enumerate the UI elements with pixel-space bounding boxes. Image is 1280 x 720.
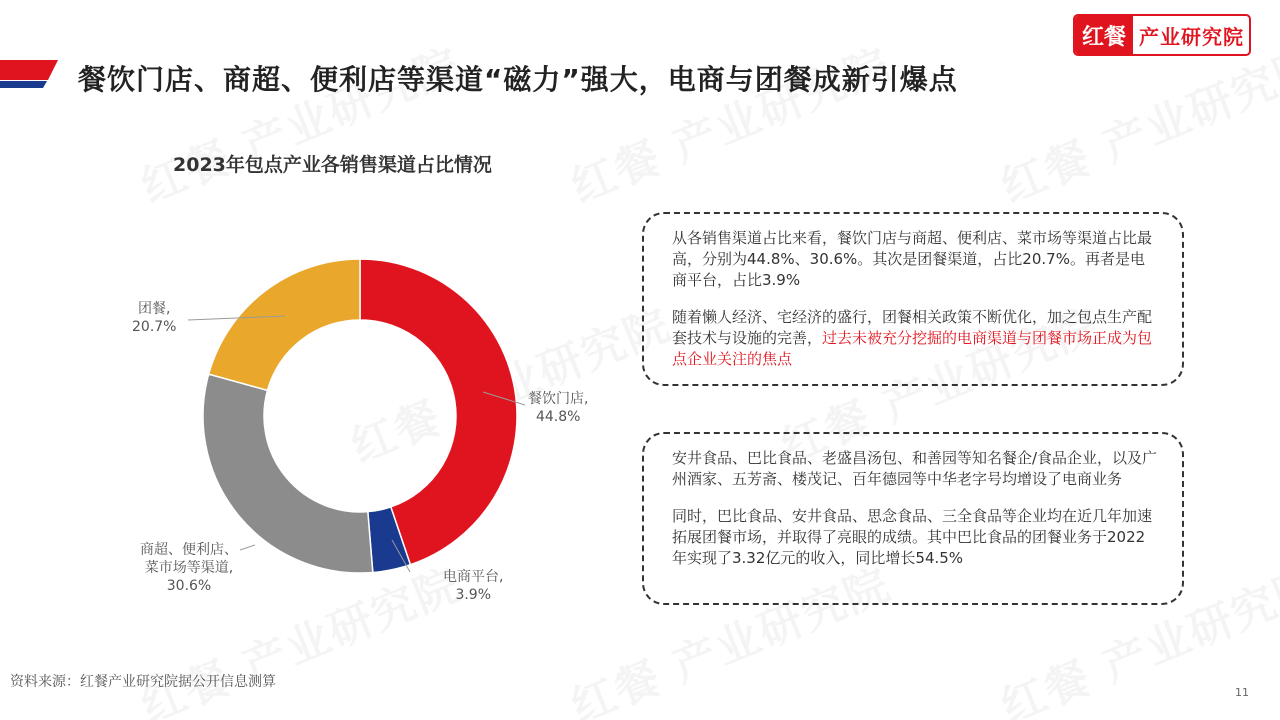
- slice-value-group-meals: 20.7%: [132, 319, 177, 335]
- label-ecommerce: [443, 568, 503, 604]
- page-number: 11: [1235, 686, 1249, 699]
- label-catering-stores: [528, 390, 588, 426]
- logo-mark: 红餐: [1075, 16, 1133, 54]
- insight-paragraph-2: [672, 307, 1158, 370]
- slice-label-ecommerce: 电商平台,: [443, 569, 504, 585]
- company-paragraph-1: 安井食品、巴比食品、老盛昌汤包、和善园等知名餐企/食品企业，以及广州酒家、五芳斋、楼茂记、百年德园等中华老字号均增设了电商业务: [672, 449, 1158, 488]
- label-group-meals: [132, 300, 176, 336]
- slice-label-group-meals: 团餐,: [138, 301, 171, 317]
- company-paragraph-2: 同时，巴比食品、安井食品、思念食品、三全食品等企业均在近几年加速拓展团餐市场，并取得了亮眼的成绩。其中巴比食品的团餐业务于2022年实现了3.32亿元的收入，同比增长54.5%: [672, 507, 1153, 567]
- leader-line-supermarkets: [240, 545, 255, 550]
- slice-value-supermarkets: 30.6%: [166, 578, 212, 594]
- insight-box-channels: [642, 212, 1184, 386]
- insight-box-companies: [642, 432, 1184, 605]
- data-source: 资料来源：红餐产业研究院据公开信息测算: [10, 674, 276, 690]
- slice-value-ecommerce: 3.9%: [455, 587, 492, 603]
- page-title: 餐饮门店、商超、便利店等渠道“磁力”强大，电商与团餐成新引爆点: [78, 63, 958, 96]
- slice-label-supermarkets-line1: 商超、便利店、: [140, 542, 238, 558]
- slice-value-catering-stores: 44.8%: [535, 409, 581, 425]
- brand-logo: [1073, 14, 1251, 56]
- slice-group-meals: [209, 259, 360, 390]
- insight-paragraph-1: 从各销售渠道占比来看，餐饮门店与商超、便利店、菜市场等渠道占比最高，分别为44.8%、30.6%。其次是团餐渠道，占比20.7%。再者是电商平台，占比3.9%: [672, 229, 1153, 289]
- chart-title: 2023年包点产业各销售渠道占比情况: [173, 154, 492, 176]
- logo-text: 产业研究院: [1139, 24, 1244, 49]
- slice-label-supermarkets-line2: 菜市场等渠道,: [144, 560, 234, 576]
- label-supermarkets: [140, 541, 238, 595]
- insight-text-highlight: 过去未被充分挖掘的电商渠道与团餐市场正成为包点企业关注的焦点: [672, 329, 1153, 368]
- insight-text-normal: 随着懒人经济、宅经济的盛行，团餐相关政策不断优化，加之包点生产配套技术与设施的完善，: [672, 308, 1153, 347]
- slice-label-catering-stores: 餐饮门店,: [528, 391, 589, 407]
